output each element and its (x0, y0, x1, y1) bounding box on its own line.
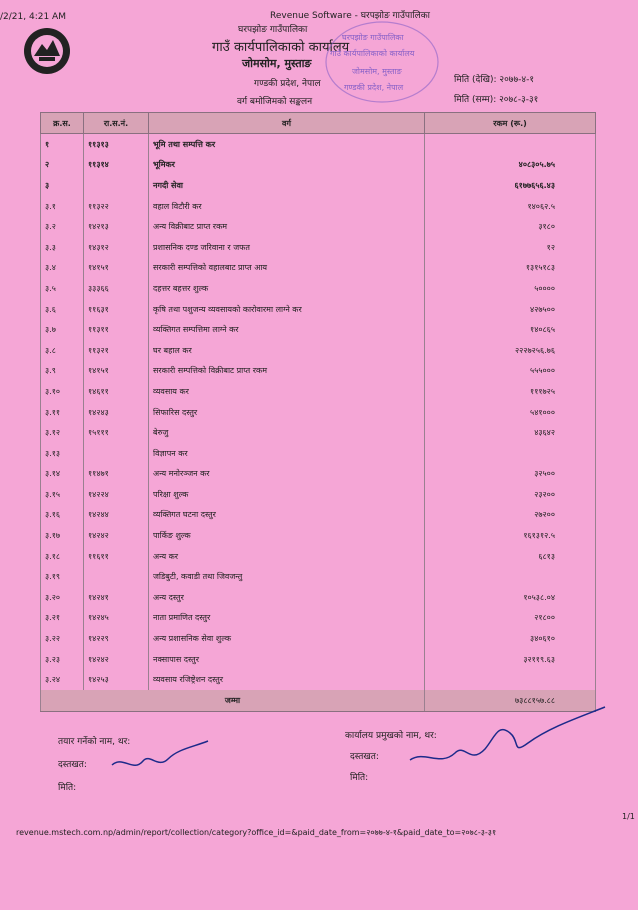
cell-amount: ४०८३०५.७५ (425, 155, 596, 176)
table-row (41, 402, 596, 423)
cell-category: व्यक्तिगत सम्पत्तिमा लाग्ने कर (149, 319, 425, 340)
cell-code: १४२४५ (84, 608, 149, 629)
cell-category: पार्किङ शुल्क (149, 525, 425, 546)
cell-code: १४१५१ (84, 258, 149, 279)
cell-category: भूमिकर (149, 155, 425, 176)
cell-sn: ३.१० (41, 381, 84, 402)
table-row (41, 381, 596, 402)
cell-sn: ३.२४ (41, 669, 84, 690)
prepared-by-label: तयार गर्नेको नाम, थर: (58, 737, 131, 747)
cell-category: घर बहाल कर (149, 340, 425, 361)
report-title: वर्ग बमोजिमको सङ्कलन (237, 97, 313, 107)
cell-category: नाता प्रमाणित दस्तुर (149, 608, 425, 629)
cell-amount: १३१५१८३ (425, 258, 596, 279)
cell-amount: २१८०० (425, 608, 596, 629)
cell-amount (425, 566, 596, 587)
signature-right-icon (400, 705, 610, 775)
cell-sn: ३.१८ (41, 546, 84, 567)
cell-amount (425, 134, 596, 155)
table-row (41, 237, 596, 258)
cell-amount: ६८१३ (425, 546, 596, 567)
cell-category: सरकारी सम्पत्तिको वहालबाट प्राप्त आय (149, 258, 425, 279)
cell-category: अन्य विक्रीबाट प्राप्त रकम (149, 216, 425, 237)
table-row (41, 196, 596, 217)
cell-sn: ३.५ (41, 278, 84, 299)
cell-code: १४३१२ (84, 237, 149, 258)
cell-amount: २७२०० (425, 505, 596, 526)
cell-code: ११३११ (84, 319, 149, 340)
cell-sn: ३.२ (41, 216, 84, 237)
cell-category: बेरुजु (149, 422, 425, 443)
cell-amount: ५५५००० (425, 361, 596, 382)
office-stamp-icon (322, 10, 442, 110)
cell-amount: ४३६४२ (425, 422, 596, 443)
cell-category: सरकारी सम्पत्तिको विक्रीबाट प्राप्त रकम (149, 361, 425, 382)
cell-amount: ६१७७६५६.४३ (425, 175, 596, 196)
cell-code: ११४७१ (84, 464, 149, 485)
cell-sn: ३.१६ (41, 505, 84, 526)
cell-sn: ३ (41, 175, 84, 196)
cell-category: विज्ञापन कर (149, 443, 425, 464)
cell-category: प्रशासनिक दण्ड जरिवाना र जफत (149, 237, 425, 258)
table-row (41, 422, 596, 443)
cell-sn: ३.३ (41, 237, 84, 258)
cell-code: १४२१३ (84, 216, 149, 237)
stamp-line-3: जोमसोम, मुस्ताङ (352, 67, 402, 76)
cell-category: भूमि तथा सम्पत्ति कर (149, 134, 425, 155)
cell-amount: १४०६२.५ (425, 196, 596, 217)
print-timestamp: /2/21, 4:21 AM (0, 12, 66, 22)
cell-sn: ३.२१ (41, 608, 84, 629)
table-row (41, 566, 596, 587)
table-row (41, 505, 596, 526)
table-row (41, 134, 596, 155)
cell-code: १५१११ (84, 422, 149, 443)
cell-sn: ३.६ (41, 299, 84, 320)
signature-right-label: दस्तखत: (350, 752, 379, 762)
cell-code: ११६११ (84, 546, 149, 567)
cell-code (84, 443, 149, 464)
table-row (41, 258, 596, 279)
table-row (41, 361, 596, 382)
cell-code: १४२५३ (84, 669, 149, 690)
cell-sn: ३.७ (41, 319, 84, 340)
cell-category: व्यक्तिगत घटना दस्तुर (149, 505, 425, 526)
total-label: जम्मा (41, 690, 425, 711)
table-row (41, 299, 596, 320)
cell-amount (425, 443, 596, 464)
cell-category: अन्य मनोरञ्जन कर (149, 464, 425, 485)
cell-sn: ३.९ (41, 361, 84, 382)
table-row (41, 525, 596, 546)
col-sn-header: क्र.स. (41, 113, 84, 134)
cell-category: वहाल विटौरी कर (149, 196, 425, 217)
cell-code (84, 175, 149, 196)
cell-code: १४२४१ (84, 587, 149, 608)
cell-sn: ३.२२ (41, 628, 84, 649)
table-row (41, 340, 596, 361)
cell-category: अन्य दस्तुर (149, 587, 425, 608)
cell-amount: १११७२५ (425, 381, 596, 402)
signature-left-icon (108, 735, 213, 780)
cell-sn: १ (41, 134, 84, 155)
cell-code (84, 566, 149, 587)
date-to: मिति (सम्म): २०७८-३-३१ (454, 95, 539, 105)
cell-sn: ३.११ (41, 402, 84, 423)
cell-sn: ३.२० (41, 587, 84, 608)
cell-code: ११३२१ (84, 340, 149, 361)
cell-category: अन्य कर (149, 546, 425, 567)
date-right-label: मिति: (350, 773, 369, 783)
signature-left-label: दस्तखत: (58, 760, 87, 770)
cell-sn: ३.१७ (41, 525, 84, 546)
province-name: गण्डकी प्रदेश, नेपाल (254, 79, 321, 89)
cell-amount: १०५३८.०४ (425, 587, 596, 608)
table-row (41, 649, 596, 670)
municipality-name: घरपझोङ गाउँपालिका (238, 25, 308, 35)
cell-amount: ३२५०० (425, 464, 596, 485)
cell-category: परिक्षा शुल्क (149, 484, 425, 505)
cell-category: कृषि तथा पशुजन्य व्यवसायको कारोवारमा लाग्ने कर (149, 299, 425, 320)
office-location: जोमसोम, मुस्ताङ (242, 57, 312, 70)
government-emblem-icon (22, 26, 72, 76)
date-left-label: मिति: (58, 783, 77, 793)
cell-amount: १४०८६५ (425, 319, 596, 340)
cell-amount: २३२०० (425, 484, 596, 505)
cell-category: व्यवसाय रजिष्ट्रेशन दस्तुर (149, 669, 425, 690)
cell-sn: ३.१४ (41, 464, 84, 485)
stamp-line-1: घरपझोङ गाउँपालिका (342, 33, 404, 42)
table-body (41, 134, 596, 691)
cell-sn: ३.४ (41, 258, 84, 279)
cell-code: ११३१४ (84, 155, 149, 176)
table-row (41, 216, 596, 237)
cell-code: ११३१३ (84, 134, 149, 155)
office-name: गाउँ कार्यपालिकाको कार्यालय (212, 40, 350, 55)
cell-code: १४१५१ (84, 361, 149, 382)
cell-category: नक्सापास दस्तुर (149, 649, 425, 670)
table-row (41, 628, 596, 649)
cell-sn: ३.१२ (41, 422, 84, 443)
cell-code: १४२४३ (84, 402, 149, 423)
cell-amount: ५४१००० (425, 402, 596, 423)
cell-code: १४२४२ (84, 525, 149, 546)
cell-code: १४२२९ (84, 628, 149, 649)
cell-amount (425, 669, 596, 690)
col-code-header: रा.स.नं. (84, 113, 149, 134)
stamp-line-4: गण्डकी प्रदेश, नेपाल (344, 83, 404, 92)
table-row (41, 319, 596, 340)
cell-category: सिफारिस दस्तुर (149, 402, 425, 423)
cell-code: १४६११ (84, 381, 149, 402)
cell-category: दहत्तर बहत्तर शुल्क (149, 278, 425, 299)
cell-amount: १६१३१२.५ (425, 525, 596, 546)
cell-sn: ३.१५ (41, 484, 84, 505)
table-row (41, 608, 596, 629)
cell-amount: ३१८० (425, 216, 596, 237)
cell-sn: ३.१९ (41, 566, 84, 587)
cell-sn: ३.१ (41, 196, 84, 217)
cell-category: व्यवसाय कर (149, 381, 425, 402)
col-amount-header: रकम (रू.) (425, 113, 596, 134)
cell-sn: ३.१३ (41, 443, 84, 464)
total-amount: ७३८८१५७.८८ (425, 690, 596, 711)
table-row (41, 464, 596, 485)
cell-amount: ४२७५०० (425, 299, 596, 320)
page-number: 1/1 (622, 812, 635, 821)
cell-amount: ५०००० (425, 278, 596, 299)
cell-code: ३३३६६ (84, 278, 149, 299)
date-from: मिति (देखि): २०७७-४-१ (454, 75, 534, 85)
cell-sn: २ (41, 155, 84, 176)
cell-code: १४२४२ (84, 649, 149, 670)
table-row (41, 155, 596, 176)
cell-code: ११३२२ (84, 196, 149, 217)
cell-code: ११६३१ (84, 299, 149, 320)
cell-amount: १२ (425, 237, 596, 258)
stamp-line-2: गाउँ कार्यपालिकाको कार्यालय (330, 49, 415, 58)
cell-sn: ३.८ (41, 340, 84, 361)
table-row (41, 175, 596, 196)
cell-amount: २२२७२५६.७६ (425, 340, 596, 361)
table-row (41, 484, 596, 505)
col-category-header: वर्ग (149, 113, 425, 134)
cell-category: नगदी सेवा (149, 175, 425, 196)
office-head-label: कार्यालय प्रमुखको नाम, थर: (345, 731, 437, 741)
page-url: revenue.mstech.com.np/admin/report/collection/category?office_id=&paid_date_from=२०७७-४-१&paid_date_to=२०७८-३-३१ (16, 828, 497, 837)
table-row (41, 278, 596, 299)
table-row (41, 669, 596, 690)
cell-sn: ३.२३ (41, 649, 84, 670)
cell-code: १४२२४ (84, 484, 149, 505)
table-row (41, 587, 596, 608)
collection-table (40, 112, 596, 712)
cell-category: जडिबुटी, कवाडी तथा जिवजन्तु (149, 566, 425, 587)
cell-category: अन्य प्रशासनिक सेवा शुल्क (149, 628, 425, 649)
software-title: Revenue Software - घरपझोङ गाउँपालिका (270, 11, 430, 21)
table-row (41, 546, 596, 567)
table-row (41, 443, 596, 464)
cell-amount: ३२११९.६३ (425, 649, 596, 670)
cell-code: १४२४४ (84, 505, 149, 526)
cell-amount: ३४०६१० (425, 628, 596, 649)
table-header-row (41, 113, 596, 134)
